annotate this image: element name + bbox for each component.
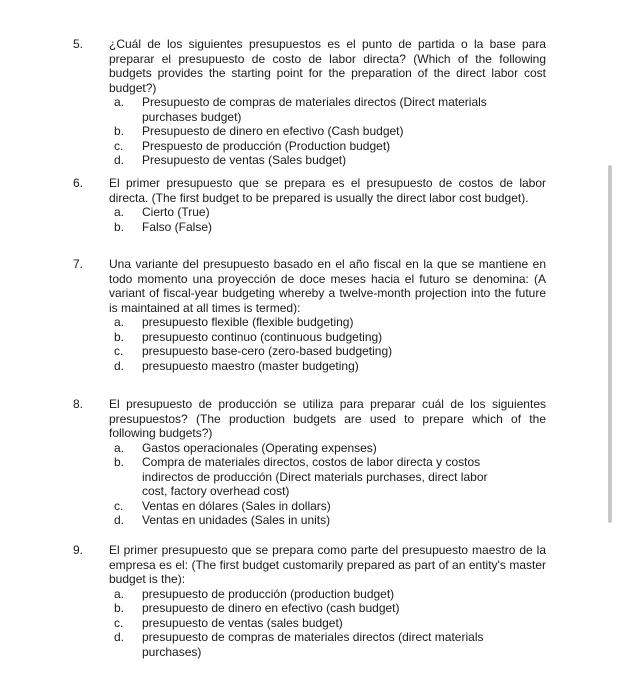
- option-letter: b.: [114, 601, 125, 615]
- option-c: [109, 139, 546, 154]
- option-letter: b.: [114, 124, 125, 138]
- option-letter: d.: [114, 513, 125, 527]
- option-label: presupuesto de compras de materiales directos (direct materials purchases): [142, 630, 484, 659]
- option-label: Presupuesto de ventas (Sales budget): [142, 153, 347, 167]
- question-text: El presupuesto de producción se utiliza para preparar cuál de los siguientes presupuestos? (The production budgets are used to prepare which of the following budgets?): [109, 397, 546, 440]
- option-label: Compra de materiales directos, costos de labor directa y costos indirectos de producción (Direct materials purchases, direct labor cost, factory overhead cost): [142, 455, 488, 498]
- option-label: Presupuesto de compras de materiales directos (Direct materials purchases budget): [142, 95, 487, 124]
- question-text: Una variante del presupuesto basado en el año fiscal en la que se mantiene en todo momento una proyección de doce meses hacia el futuro se denomina: (A variant of fiscal-year budgeting whereby a twelve-month projection into the future is maintained at all times is termed):: [109, 257, 546, 315]
- question-number: 6.: [73, 176, 84, 190]
- vertical-scrollbar[interactable]: [608, 165, 612, 523]
- question-body: [109, 543, 546, 659]
- option-b: [109, 330, 546, 345]
- question-number: 8.: [73, 397, 84, 411]
- question-number: 5.: [73, 37, 84, 51]
- option-d: [109, 513, 546, 528]
- option-label: Falso (False): [142, 219, 213, 234]
- option-label: Ventas en dólares (Sales in dollars): [142, 498, 331, 513]
- option-letter: c.: [114, 344, 124, 358]
- question-body: [109, 176, 546, 234]
- option-b: [109, 601, 546, 616]
- option-c: [109, 344, 546, 359]
- option-label: presupuesto de dinero en efectivo (cash budget): [142, 601, 400, 615]
- option-a: [109, 587, 546, 602]
- option-label: presupuesto continuo (continuous budgeting): [142, 329, 383, 344]
- option-a: [109, 205, 546, 220]
- option-b: [109, 124, 546, 139]
- option-c: [109, 499, 546, 514]
- option-d: [109, 153, 546, 168]
- option-d: [109, 630, 546, 659]
- option-letter: c.: [114, 615, 124, 630]
- option-letter: a.: [114, 315, 125, 329]
- option-label: presupuesto de producción (production budget): [142, 586, 395, 601]
- option-letter: a.: [114, 95, 125, 109]
- option-b: [109, 220, 546, 235]
- option-label: Prespuesto de producción (Production budget): [142, 138, 391, 153]
- option-label: Ventas en unidades (Sales in units): [142, 513, 331, 527]
- option-label: presupuesto base-cero (zero-based budgeting): [142, 344, 393, 358]
- question-number: 9.: [73, 543, 84, 557]
- question-body: [109, 257, 546, 373]
- option-letter: b.: [114, 219, 125, 234]
- question-text: El primer presupuesto que se prepara como parte del presupuesto maestro de la empresa es el: (The first budget customarily prepared as part of an entity's master budget is the):: [109, 543, 546, 586]
- option-letter: a.: [114, 205, 125, 219]
- option-letter: d.: [114, 358, 125, 373]
- option-a: [109, 95, 546, 124]
- option-b: [109, 455, 546, 499]
- option-label: presupuesto flexible (flexible budgeting): [142, 315, 354, 329]
- option-d: [109, 359, 546, 374]
- option-label: Presupuesto de dinero en efectivo (Cash budget): [142, 124, 404, 138]
- option-letter: c.: [114, 498, 124, 513]
- option-letter: b.: [114, 455, 125, 469]
- question-number: 7.: [73, 257, 84, 271]
- question-body: [109, 37, 546, 168]
- option-letter: d.: [114, 153, 125, 167]
- question-text: El primer presupuesto que se prepara es el presupuesto de costos de labor directa. (The first budget to be prepared is usually the direct labor cost budget).: [109, 176, 546, 205]
- option-letter: d.: [114, 630, 125, 644]
- option-letter: a.: [114, 440, 125, 455]
- option-label: Gastos operacionales (Operating expenses): [142, 440, 377, 455]
- question-body: [109, 397, 546, 528]
- option-letter: c.: [114, 138, 124, 153]
- option-label: presupuesto maestro (master budgeting): [142, 358, 359, 373]
- question-text: ¿Cuál de los siguientes presupuestos es el punto de partida o la base para preparar el presupuesto de costo de labor directa? (Which of the following budgets provides the starting point for the preparation of the direct labor cost budget?): [109, 37, 546, 95]
- option-c: [109, 616, 546, 631]
- option-letter: a.: [114, 586, 125, 601]
- option-label: presupuesto de ventas (sales budget): [142, 615, 343, 630]
- option-label: Cierto (True): [142, 205, 210, 219]
- option-a: [109, 315, 546, 330]
- option-letter: b.: [114, 329, 125, 344]
- option-a: [109, 441, 546, 456]
